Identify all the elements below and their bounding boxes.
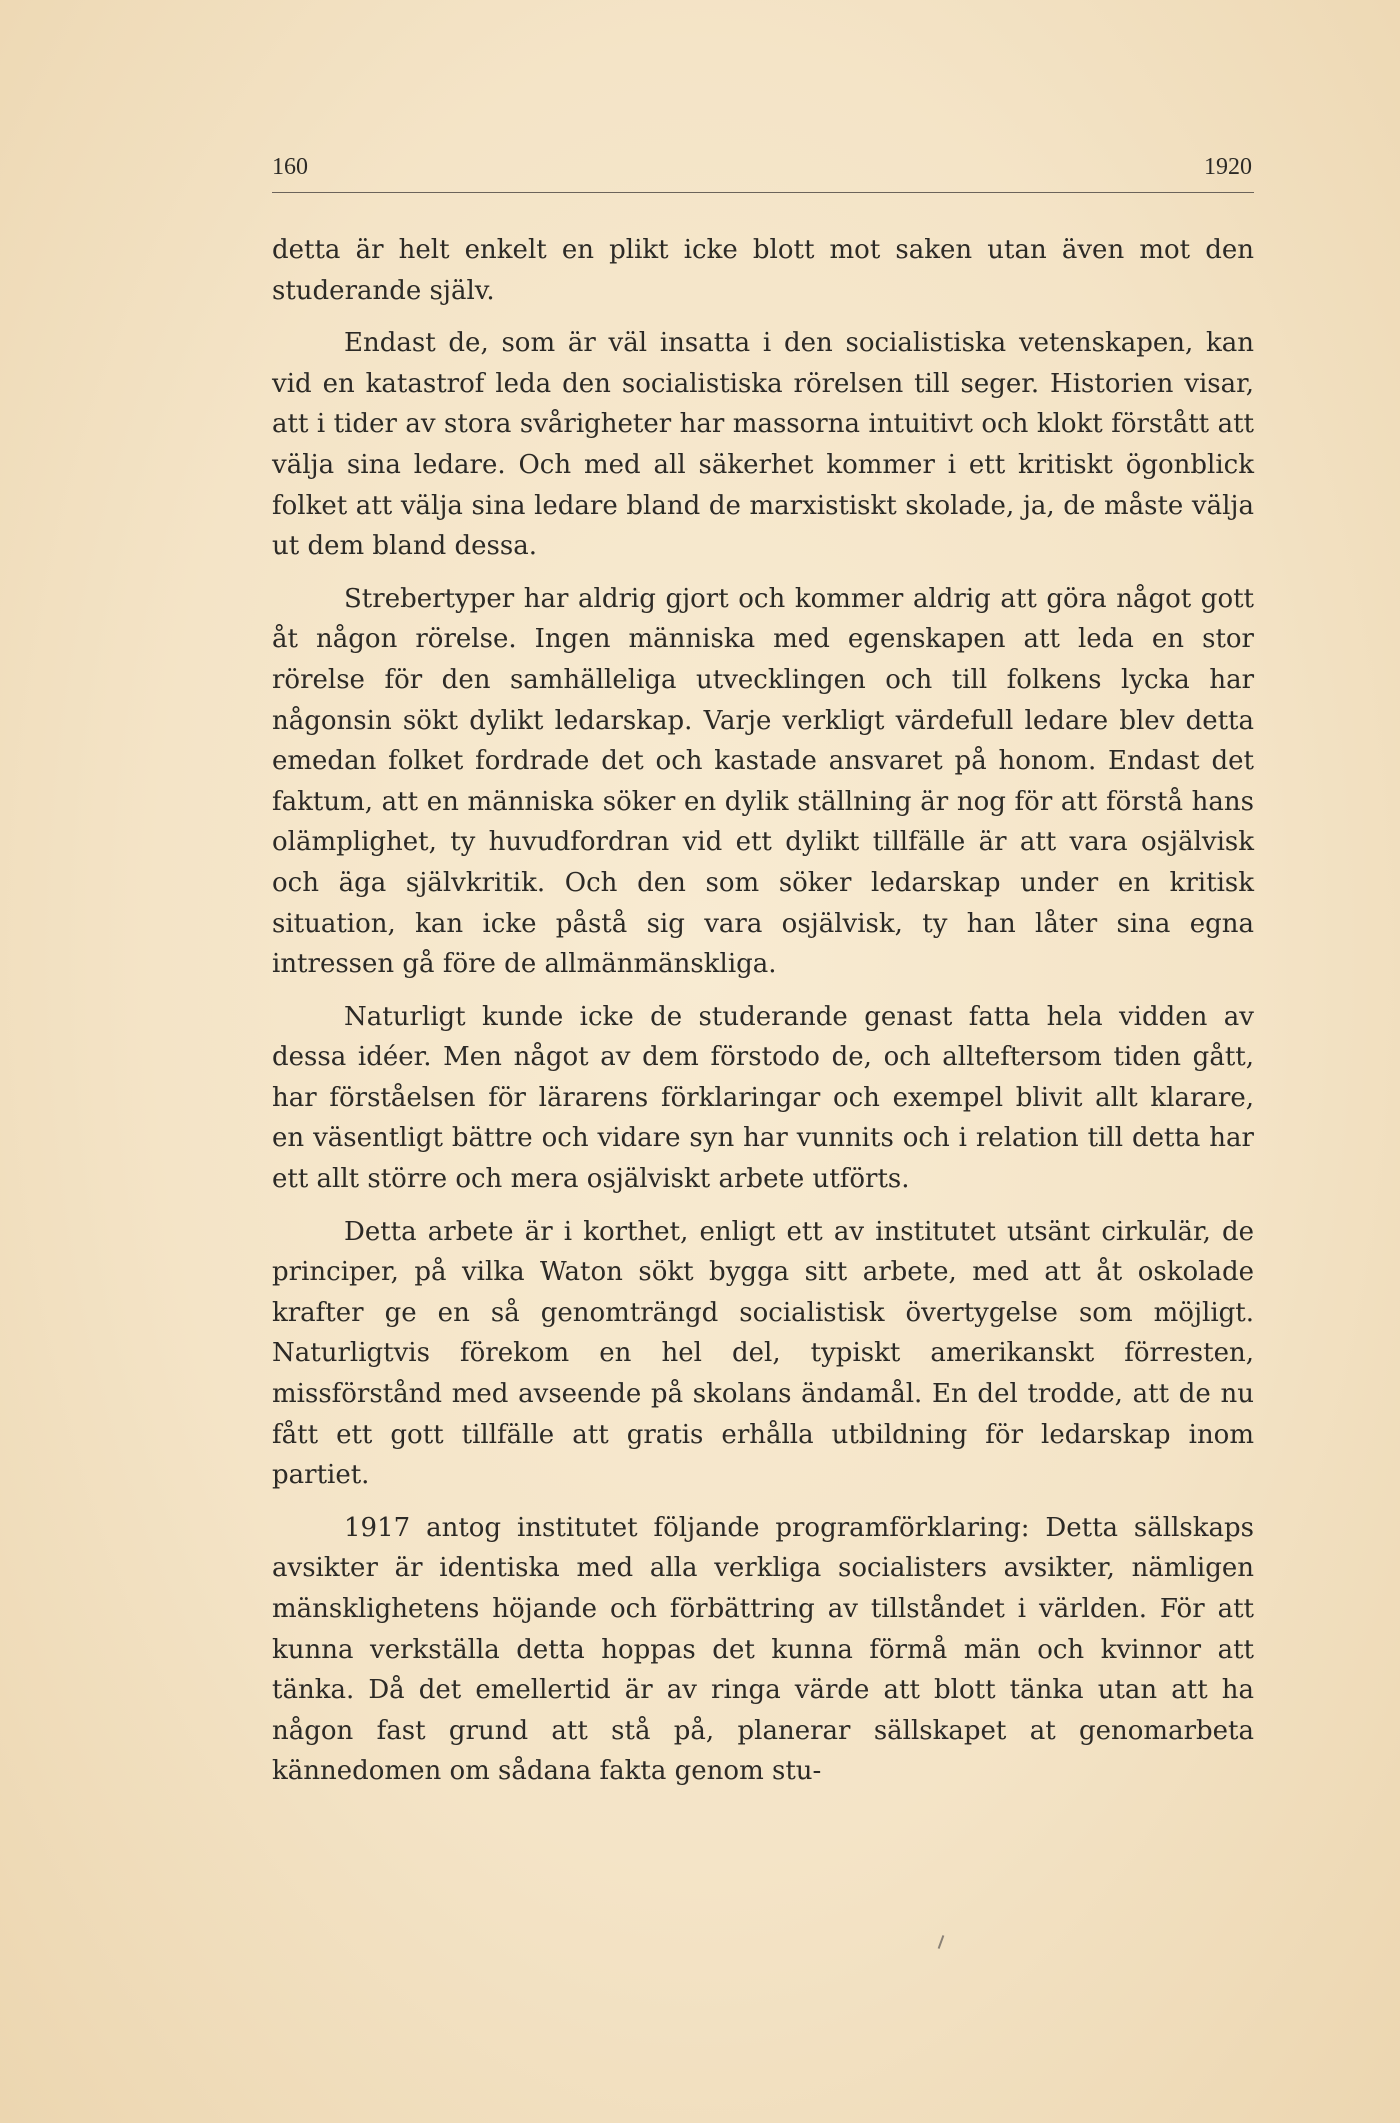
paragraph-strebertyper: Strebertyper har aldrig gjort och kommer aldrig att göra något gott åt någon rörelse. Ingen människa med egenskapen att leda en stor rörelse för den samhälleliga utvecklingen och till folkens lycka har någonsin sökt dylikt ledarskap. Varje verkligt värdefull ledare blev detta emedan folket fordrade det och kastade ansvaret på honom. Endast det faktum, att en människa söker en dylik ställning är nog för att förstå hans olämplighet, ty huvudfordran vid ett dylikt tillfälle är att vara osjälvisk och äga självkritik. Och den som söker ledarskap under en kritisk situation, kan icke påstå sig vara osjälvisk, ty han låter sina egna intressen gå före de allmänmänskliga.: [272, 583, 1254, 980]
paragraph-continuation: detta är helt enkelt en plikt icke blott mot saken utan även mot den studerande själv.: [272, 235, 1254, 306]
page-body: [272, 230, 1254, 1804]
paragraph-socialist-science: Endast de, som är väl insatta i den socialistiska vetenskapen, kan vid en katastrof leda den socialistiska rörelsen till seger. Historien visar, att i tider av stora svårigheter har massorna intuitivt och klokt förstått att välja sina ledare. Och med all säkerhet kommer i ett kritiskt ögonblick folket att välja sina ledare bland de marxistiskt skolade, ja, de måste välja ut dem bland dessa.: [272, 328, 1254, 562]
stray-pen-mark: [938, 1935, 945, 1949]
paragraph-program-1917: 1917 antog institutet följande programförklaring: Detta sällskaps avsikter är identiska med alla verkliga socialisters avsikter, nämligen mänsklighetens höjande och förbättring av tillståndet i världen. För att kunna verkställa detta hoppas det kunna förmå män och kvinnor att tänka. Då det emellertid är av ringa värde att blott tänka utan att ha någon fast grund att stå på, planerar sällskapet at genomarbeta kännedomen om sådana fakta genom stu-: [272, 1512, 1254, 1787]
page-header: [272, 152, 1254, 193]
paragraph-circular: Detta arbete är i korthet, enligt ett av institutet utsänt cirkulär, de principer, på vilka Waton sökt bygga sitt arbete, med att åt oskolade krafter ge en så genomträngd socialistisk övertygelse som möjligt. Naturligtvis förekom en hel del, typiskt amerikanskt förresten, missförstånd med avseende på skolans ändamål. En del trodde, att de nu fått ett gott tillfälle att gratis erhålla utbildning för ledarskap inom partiet.: [272, 1216, 1254, 1491]
paragraph-students-ideas: Naturligt kunde icke de studerande genast fatta hela vidden av dessa idéer. Men något av dem förstodo de, och allteftersom tiden gått, har förståelsen för lärarens förklaringar och exempel blivit allt klarare, en väsentligt bättre och vidare syn har vunnits och i relation till detta har ett allt större och mera osjälviskt arbete utförts.: [272, 1001, 1254, 1195]
page-number: 160: [272, 154, 308, 180]
running-head-year: 1920: [1204, 154, 1252, 180]
